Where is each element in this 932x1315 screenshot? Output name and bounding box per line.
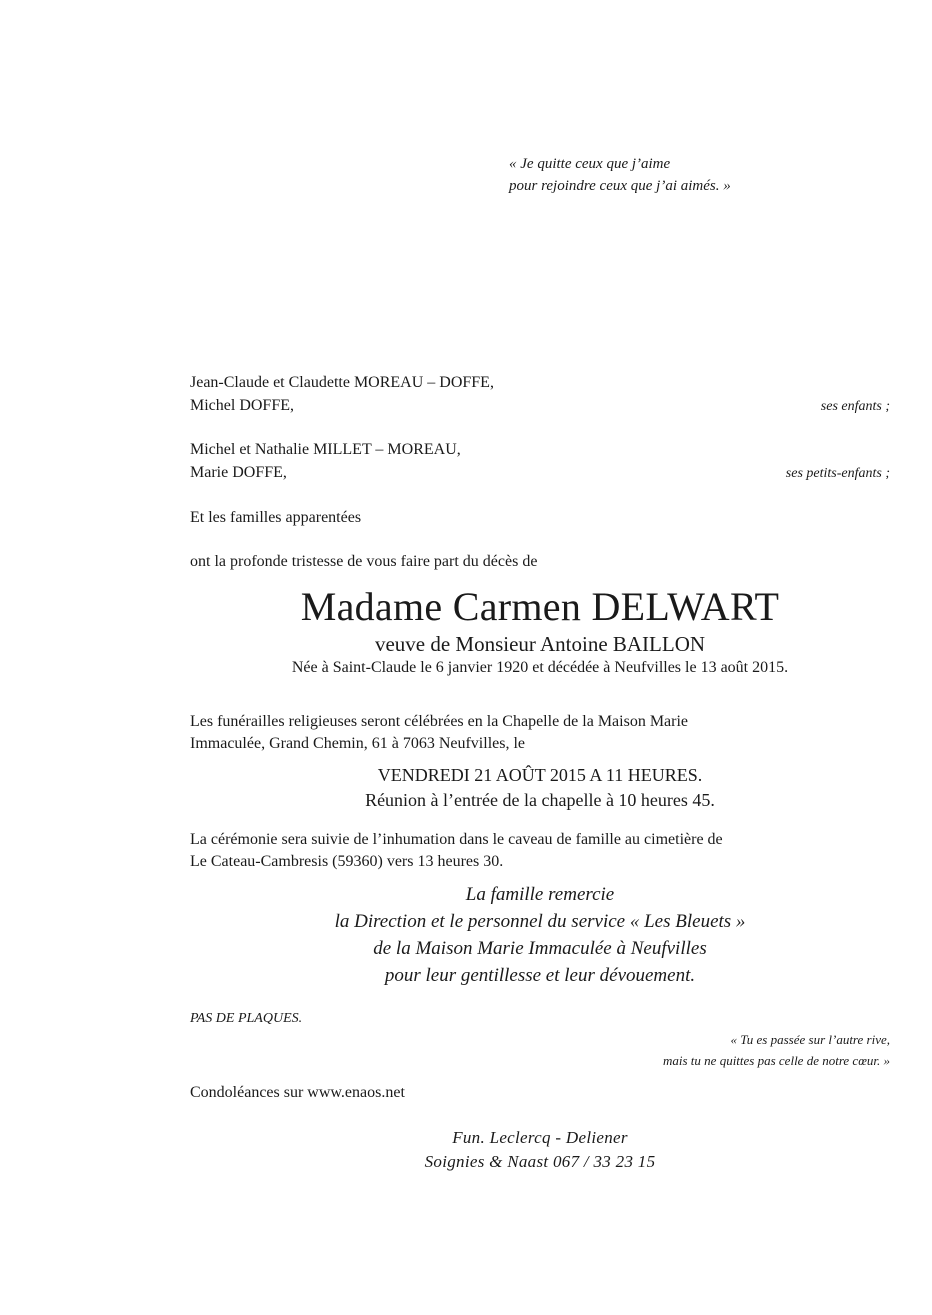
closing-quote-line-2: mais tu ne quittes pas celle de notre cœur. » (663, 1053, 890, 1068)
grandchildren-line-2: Marie DOFFE, (190, 464, 287, 481)
meeting-time: Réunion à l’entrée de la chapelle à 10 heures 45. (365, 790, 715, 810)
condolences-line: Condoléances sur www.enaos.net (190, 1084, 405, 1101)
children-line-1: Jean-Claude et Claudette MOREAU – DOFFE, (190, 374, 494, 391)
funeral-line-1: Les funérailles religieuses seront célébrées en la Chapelle de la Maison Marie (190, 713, 689, 730)
burial-line-2: Le Cateau-Cambresis (59360) vers 13 heures 30. (190, 853, 504, 870)
children-line-2: Michel DOFFE, (190, 397, 294, 414)
grandchildren-line-1: Michel et Nathalie MILLET – MOREAU, (190, 441, 461, 458)
children-role: ses enfants ; (820, 399, 890, 414)
grandchildren-role: ses petits-enfants ; (785, 466, 890, 481)
thanks-line-3: de la Maison Marie Immaculée à Neufvilles (373, 938, 707, 959)
burial-line-1: La cérémonie sera suivie de l’inhumation dans le caveau de famille au cimetière de (190, 831, 723, 848)
birth-death-line: Née à Saint-Claude le 6 janvier 1920 et décédée à Neufvilles le 13 août 2015. (291, 659, 789, 676)
deceased-name: Madame Carmen DELWART (300, 584, 780, 629)
closing-quote-line-1: « Tu es passée sur l’autre rive, (730, 1032, 890, 1047)
epigraph (509, 153, 731, 197)
epigraph-line-1: « Je quitte ceux que j’aime (509, 156, 671, 172)
thanks-line-4: pour leur gentillesse et leur dévouement. (384, 965, 696, 986)
announcement-text: ont la profonde tristesse de vous faire part du décès de (190, 553, 538, 570)
funeral-date: VENDREDI 21 AOÛT 2015 A 11 HEURES. (377, 765, 703, 785)
thanks-line-1: La famille remercie (465, 884, 615, 905)
no-plaques-notice: PAS DE PLAQUES. (190, 1011, 303, 1026)
funeral-line-2: Immaculée, Grand Chemin, 61 à 7063 Neufvilles, le (190, 735, 526, 752)
widow-of-line: veuve de Monsieur Antoine BAILLON (374, 632, 706, 656)
undertaker-name: Fun. Leclercq - Deliener (452, 1128, 628, 1147)
thanks-line-2: la Direction et le personnel du service « Les Bleuets » (334, 911, 746, 932)
epigraph-line-2: pour rejoindre ceux que j’ai aimés. » (509, 178, 731, 194)
related-families: Et les familles apparentées (190, 509, 362, 526)
undertaker-contact: Soignies & Naast 067 / 33 23 15 (424, 1152, 656, 1171)
